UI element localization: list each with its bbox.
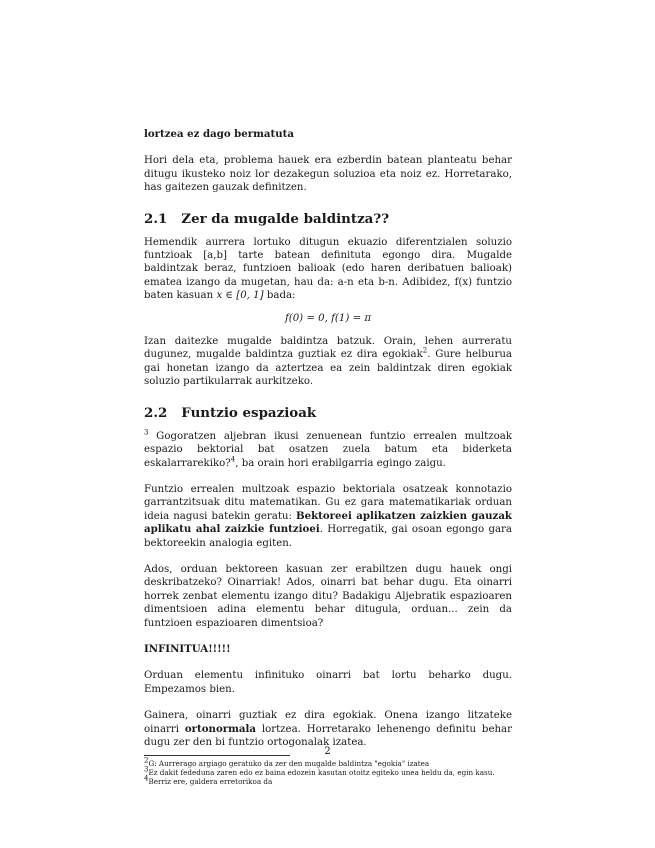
document-page bbox=[144, 128, 512, 786]
section-2-2-paragraph-5: Gainera, oinarri guztiak ez dira egokiak. Onena izango litzateke oinarri ortonormala lortzea. Horretarako lehenengo definitu behar dugu zer den bi funtzio ortogonalak izatea. bbox=[144, 710, 512, 748]
intro-paragraph: Hori dela eta, problema hauek era ezberdin batean planteatu behar ditugu ikusteko noiz lor dezakegun soluzioa eta noiz ez. Horretarako, has gaitezen gauzak definitzen. bbox=[144, 155, 512, 194]
footnote-4: $^4$Berriz ere, galdera erretorikoa da bbox=[144, 775, 273, 787]
intro-line: lortzea ez dago bermatuta bbox=[144, 128, 294, 140]
footnote-ref-3: 3 bbox=[144, 428, 149, 437]
section-title: Zer da mugalde baldintza?? bbox=[181, 210, 390, 227]
section-2-2-paragraph-3: Ados, orduan bektoreen kasuan zer erabiltzen dugu hauek ongi deskribatzeko? Oinarriak! Ados, oinarri bat behar dugu. Eta oinarri horrek zenbat elementu izango ditu? Badakigu Aljebratik espazioaren dimentsioen adina elementu behar ditugula, orduan... zein da funtzioen espazioaren dimentsioa? bbox=[144, 563, 512, 629]
section-2-2-paragraph-4: Orduan elementu infinituko oinarri bat lortu beharko dugu. Empezamos bien. bbox=[144, 670, 512, 695]
infinity-exclamation: INFINITUA!!!!! bbox=[144, 642, 231, 655]
footnote-2: $^2$G: Aurrerago argiago geratuko da zer den mugalde baldintza "egokia" izatea bbox=[144, 757, 430, 769]
section-heading-2-1 bbox=[144, 211, 512, 227]
footnote-3: $^3$Ez dakit fededuna zaren edo ez baina edozein kasutan otoitz egiteko unea heldu da, egin kasu. bbox=[144, 766, 495, 778]
section-number: 2.2 bbox=[144, 404, 168, 421]
section-number: 2.1 bbox=[144, 210, 168, 227]
section-2-2-paragraph-1: $^3$ Gogoratzen aljebran ikusi zenuenean funtzio errealen multzoak espazio bektorial bat osatzen zuela batum eta biderketa eskalarrarekiko?$^4$, ba orain hori erabilgarria egingo zaigu. bbox=[144, 428, 512, 469]
formula: f(0) = 0, f(1) = π bbox=[284, 312, 372, 324]
footnote-ref-4: 4 bbox=[230, 455, 236, 464]
footnote-ref-2: 2 bbox=[422, 347, 428, 356]
section-2-1-paragraph-1: Hemendik aurrera lortuko ditugun ekuazio diferentzialen soluzio funtzioak [a,b] tarte batean definituta egongo dira. Mugalde baldintzak beraz, funtzioen balioak (edo haren deribatuen balioak) ematea izango da mugetan, hau da: a-n eta b-n. Adibidez, f(x) funtzio baten kasuan x ∈ [0, 1] bada: bbox=[144, 236, 512, 302]
section-2-2-paragraph-2: Funtzio errealen multzoak espazio bektoriala osatzeak konnotazio garrantzitsuak ditu matematikan. Gu ez gara matematikariak orduan ideia nagusi batekin geratu: Bektoreei aplikatzen zaizkien gauzak aplikatu ahal zaizkie funtzioei. Horregatik, gai osoan egongo gara bektoreekin analogia egiten. bbox=[144, 483, 513, 549]
section-title: Funtzio espazioak bbox=[181, 404, 317, 421]
section-2-1-paragraph-2: Izan daitezke mugalde baldintza batzuk. Orain, lehen aurreratu dugunez, mugalde baldintza guztiak ez dira egokiak$^2$. Gure helburua gai honetan izango da aztertzea ea zein baldintzak diren egokiak soluzio partikularrak aurkitzeko. bbox=[144, 336, 512, 388]
section-heading-2-2 bbox=[144, 405, 512, 421]
page-number: 2 bbox=[324, 746, 331, 757]
